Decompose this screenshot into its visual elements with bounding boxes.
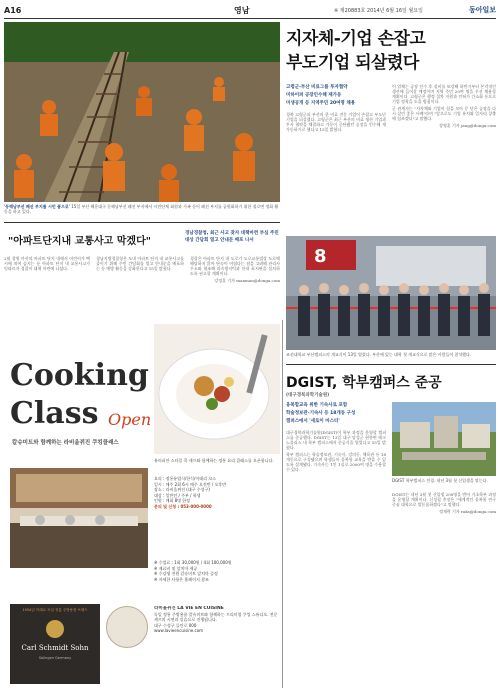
story1-body-col3 (190, 256, 280, 316)
ceremony-photo (286, 236, 496, 350)
story2-deck (286, 84, 386, 108)
note-item: ※ 재료비 및 앞치마 제공 (154, 565, 198, 571)
store-address: 대구 수성구 들안로 000 (154, 622, 197, 628)
brand-sub: Solingen Germany (38, 656, 72, 660)
railway-photo-caption (4, 204, 280, 220)
ad-intro: 유러피안 스타일 쿡 셰프와 함께하는 정통 요리 클래스를 오픈합니다. (154, 458, 274, 463)
page-number: A16 (4, 6, 22, 15)
svg-text:8: 8 (314, 246, 327, 267)
story1-body-col2 (96, 256, 184, 316)
food-photo (154, 324, 280, 454)
brand-block (10, 604, 100, 684)
deck-line: 융복합교육 위한 기숙사로 포함 (286, 403, 348, 408)
story3-body-col2 (392, 492, 496, 686)
store-url: www.lavieencuisine.com (154, 628, 204, 633)
story1-body-col1 (4, 256, 90, 316)
campus-scene-illustration (392, 402, 496, 476)
railway-photo (4, 22, 280, 202)
story1-headline: "아파트단지내 교통사고 막겠다" (8, 236, 151, 247)
kitchen-photo (10, 468, 148, 568)
caption-text: 15일 부산 해운대구 동해남부선 폐선 부지에서 시민단체 회원과 가족 등이 폐선 부지를 공원화하기 위한 철로변 정화 활동을 하고 있다. (4, 204, 279, 214)
food-illustration (154, 324, 280, 454)
story3-body-col1 (286, 430, 386, 686)
story2-byline: 장영훈 기자 jang@donga.com (439, 123, 496, 128)
schedule-item: 인원 : 매회 8명 한정 (154, 498, 191, 503)
story3-headline-sub: (대구경북과학기술원) (286, 393, 330, 398)
section-title: 영남 (234, 6, 250, 15)
schedule-item: 문의 및 신청 : 053-000-0000 (154, 503, 212, 509)
ad-title-cooking: Cooking (10, 358, 149, 393)
story3-paragraph: 학부 캠퍼스는 학술정보관, 기숙사, 강의동, 체육관 등 18개동으로 구성됐으며 학생들이 융복합 교육을 받을 수 있도록 설계됐다. 기숙사는 1인 1실로 2000여 명을 수용할 수 있다. (286, 452, 386, 472)
story1-paragraph: 경남지방경찰청은 도내 아파트 단지 내 교통사고를 줄이기 위해 주민 간담회를 열고 안내문을 배포하는 등 예방 활동을 강화한다고 15일 밝혔다. (96, 256, 184, 271)
story2-body-col1 (286, 112, 386, 230)
deck-line: 학술정보관-기숙사 등 18개동 구성 (286, 411, 356, 416)
campus-photo (392, 402, 496, 476)
story3-paragraph: 대구경북과학기술원(DGIST)이 학부 과정을 운영할 캠퍼스를 준공했다. DGIST는 13일 대구 달성군 현풍면 테크노폴리스 내 학부 캠퍼스에서 준공식을 열었다고 15일 밝혔다. (286, 430, 386, 450)
issue-date: ※ 제20883호 2014년 6월 16일 월요일 (334, 8, 423, 14)
note-item: ※ 자세한 사항은 홈페이지 참조 (154, 576, 209, 582)
story2-paragraph: 군 관계자는 "지자체와 기업이 힘을 모아 문 닫은 공장을 다시 살린 좋은 사례"라며 "앞으로도 기업 유치와 일자리 창출에 힘쓰겠다"고 말했다. (392, 106, 496, 121)
note-item: ※ 수업료 : 1회 30,000원 / 4회 100,000원 (154, 560, 232, 565)
deck-line: 고령군-부산 비료그룹 투자협약 (286, 85, 348, 90)
story2-headline-line2: 부도기업 되살렸다 (286, 53, 419, 73)
ad-title-class: Class (10, 396, 99, 431)
newspaper-name: 동아일보 (468, 6, 496, 14)
story3-paragraph: DGIST는 내년 3월 첫 신입생 200명을 받아 기초학부 과정을 운영할 계획이다. 신성철 총장은 "세계적인 융복합 연구중심 대학으로 발돋움하겠다"고 말했다. (392, 492, 496, 507)
deck-line: 미하이퍼 공장인수해 재가동 (286, 93, 342, 98)
schedule-item: 대상 : 일반인 / 주부 / 학생 (154, 492, 201, 498)
story1-deck: 경남경찰청, 최근 사고 잦자 대책마련 부심 주민대상 간담회 열고 안내문 배포 나서 (185, 231, 279, 243)
ad-title-script: Open (108, 410, 152, 429)
store-desc: 독일 정통 주방용품 칼슈미트와 함께하는 프리미엄 쿠킹 스튜디오. 전문 셰프의 시연과 실습으로 진행됩니다. (154, 611, 278, 622)
story3-deck (286, 402, 386, 426)
ad-subtitle: 칼슈미트와 함께하는 라비올뀌진 쿠킹클래스 (12, 440, 119, 446)
store-info (154, 606, 278, 682)
store-logo-icon (106, 606, 148, 648)
brand-logo-icon (46, 620, 64, 638)
schedule-item: 일시 : 매주 2회 6시 매주 오전반 / 오후반 (154, 481, 227, 487)
schedule-item: 요리 : 정통유럽식/한식/이태리 코스 (154, 476, 216, 481)
note-item: ※ 수강생 전원 칼슈미트 앞치마 증정 (154, 571, 218, 576)
column-divider (282, 320, 283, 688)
campus-photo-caption: DGIST 학부캠퍼스 전경. 내년 3월 첫 신입생을 맞는다. (392, 478, 488, 483)
story2-headline-line1: 지자체-기업 손잡고 (286, 29, 426, 49)
deck-line: 캠퍼스에서 '새로이 마스터' (286, 419, 340, 424)
story1-paragraph: 2월 창원 마산의 아파트 단지 내에서 어린이가 택시에 치여 숨지는 등 아파트 단지 내 교통사고가 잇따르자 경찰이 대책 마련에 나섰다. (4, 256, 90, 271)
story1-paragraph: 경찰은 아파트 단지 내 도로가 도로교통법상 도로에 해당하지 않아 단속이 어렵다는 점을 고려해 관리사무소와 협조해 과속방지턱과 안내 표지판을 설치하도록 권고할 계획이다. (190, 256, 280, 276)
story2-paragraph: 이 업체는 공장 인수 후 설비를 보강해 하반기부터 본격적인 생산에 들어갈 예정이며 지역 주민 20여 명을 우선 채용할 계획이다. 고령군은 행정 절차 지원과 인허가 간소화 등으로 기업 정착을 도울 방침이다. (392, 84, 496, 104)
ad-notes (154, 560, 278, 600)
divider (4, 222, 280, 223)
brand-banner: 1954년 이래로 독일 정통 주방용품 브랜드 (22, 608, 88, 612)
ceremony-scene-illustration (286, 236, 496, 350)
story2-paragraph: 경북 고령군과 부산의 한 비료 전문 기업이 손잡고 부도난 기업을 되살렸다. 고령군은 최근 부산의 비료 생산 기업과 투자 협약을 체결하고 가동이 중단됐던 공장을 인수해 재가동하기로 했다고 15일 밝혔다. (286, 112, 386, 132)
deck-line: 미생공개 등 지역주민 20여명 채용 (286, 101, 356, 106)
story1-byline: 강정훈 기자 manman@donga.com (214, 278, 280, 283)
caption-title: '동해남부선 폐선 부지를 시민 품으로' (4, 204, 70, 209)
ad-schedule (154, 476, 278, 558)
page-header (4, 4, 496, 19)
store-name: 라비올뀌진 LA VIE EN CUISINE (154, 606, 224, 611)
story2-body-col2 (392, 84, 496, 230)
story3-byline: 정재락 기자 raks@donga.com (439, 509, 496, 514)
story3-headline: DGIST, 학부캠퍼스 준공 (286, 375, 442, 391)
divider (286, 364, 496, 365)
ceremony-photo-caption: 조선대학교 부산캠퍼스의 개교식이 13일 열렸다. 부산에 있는 대학 첫 개교식으로 많은 사람들이 참석했다. (286, 352, 472, 357)
schedule-item: 장소 : 라비올뀌진 (대구 수성구) (154, 487, 210, 492)
cooking-class-ad (4, 324, 280, 688)
kitchen-illustration (10, 468, 148, 568)
railway-scene-illustration (4, 22, 280, 202)
brand-name: Carl Schmidt Sohn (21, 644, 89, 652)
